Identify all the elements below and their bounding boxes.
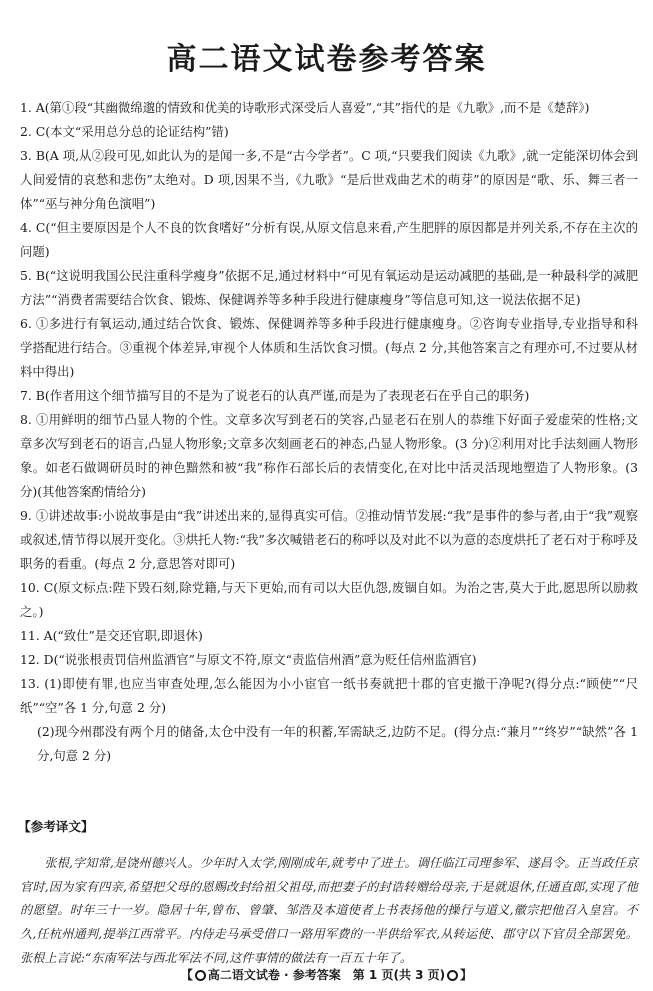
answer-item-5: 5. B(“这说明我国公民注重科学瘦身”依据不足,通过材料中“可见有氧运动是运动减肥的基础,是一种最科学的减肥方法”“消费者需要结合饮食、锻炼、保健调养等多种手段进行健康瘦身”等信息可知,这一说法依据不足)	[20, 268, 638, 307]
answer-item-3: 3. B(A 项,从②段可见,如此认为的是闻一多,不是“古今学者”。C 项,“只要我们阅读《九歌》,就一定能深切体会到人间爱情的哀愁和悲伤”太绝对。D 项,因果不当,《九歌》“是后世戏曲艺术的萌芽”的原因是“歌、乐、舞三者一体”“巫与神分角色演唱”)	[20, 148, 638, 211]
answer-item-13-1: 13. (1)即使有罪,也应当审查处理,怎么能因为小小宦官一纸书奏就把十郡的官吏撤干净呢?(得分点:“顾使”“尺纸”“空”各 1 分,句意 2 分)	[20, 676, 638, 715]
reference-translation-text: 张根,字知常,是饶州德兴人。少年时入太学,刚刚成年,就考中了进士。调任临江司理参军、遂昌令。正当政任京官时,因为家有四亲,希望把父母的恩赐改封给祖父祖母,而把妻子的封诰转赠给母亲,于是就退休,任通直郎,实现了他的愿望。时年三十一岁。隐居十年,曾布、曾肇、邹浩及本道使者上书表扬他的操行与道义,徽宗把他召入皇宫。不久,任杭州通判,提举江西常平。内侍走马承受借口一路用军费的一半供给军衣,从转运使、郡守以下官员全部罢免。张根上言说:“东南军法与西北军法不同,这件事情的做法有一百五十年了。	[20, 856, 638, 965]
answer-item-2: 2. C(本文“采用总分总的论证结构”错)	[20, 124, 229, 139]
answer-item-11: 11. A(“致仕”是交还官职,即退休)	[20, 628, 203, 643]
answer-item-6: 6. ①多进行有氧运动,通过结合饮食、锻炼、保健调养等多种手段进行健康瘦身。②咨询专业指导,专业指导和科学搭配进行结合。③重视个体差异,审视个人体质和生活饮食习惯。(每点 2 分,其他答案言之有理亦可,不过要从材料中得出)	[20, 316, 638, 379]
page-footer: 【 高二语文试卷 · 参考答案 第 1 页(共 3 页) 】	[180, 968, 473, 982]
circle-emblem-icon	[447, 970, 458, 981]
answer-item-12: 12. D(“说张根责罚信州监酒官”与原文不符,原文“责监信州酒”意为贬任信州监酒官)	[20, 652, 477, 667]
answer-item-10: 10. C(原文标点:陛下毁石刻,除党籍,与天下更始,而有司以大臣仇怨,废锢自如。为治之害,莫大于此,愿思所以励救之。)	[20, 580, 638, 619]
answer-item-9: 9. ①讲述故事:小说故事是由“我”讲述出来的,显得真实可信。②推动情节发展:“我”是事件的参与者,由于“我”观察或叙述,情节得以展开变化。③烘托人物:“我”多次喊错老石的称呼以及对此不以为意的态度烘托了老石对于称呼及职务的看重。(每点 2 分,意思答对即可)	[20, 508, 638, 571]
document-title: 高二语文试卷参考答案	[166, 42, 487, 77]
answer-item-7: 7. B(作者用这个细节描写目的不是为了说老石的认真严谨,而是为了表现老石在乎自己的职务)	[20, 388, 530, 403]
answer-item-13-2: (2)现今州郡没有两个月的储备,太仓中没有一年的积蓄,军需缺乏,边防不足。(得分点:“兼月”“终岁”“缺然”各 1 分,句意 2 分)	[37, 724, 638, 763]
answer-item-1: 1. A(第①段“其幽微绵邈的情致和优美的诗歌形式深受后人喜爱”,“其”指代的是《九歌》,而不是《楚辞》)	[20, 100, 590, 115]
footer-text: 高二语文试卷 · 参考答案 第 1 页(共 3 页)	[207, 968, 446, 982]
circle-emblem-icon	[195, 970, 206, 981]
answer-item-8: 8. ①用鲜明的细节凸显人物的个性。文章多次写到老石的笑容,凸显老石在别人的恭维下好面子爱虚荣的性格;文章多次写到老石的语言,凸显人物形象;文章多次刻画老石的神态,凸显人物形象。(3 分)②利用对比手法刻画人物形象。如老石做调研员时的神色黯然和被“我”称作石部长后的表情变化,在对比中活灵活现地塑造了人物形象。(3 分)(其他答案酌情给分)	[20, 412, 638, 499]
answer-item-4: 4. C(“但主要原因是个人不良的饮食嗜好”分析有误,从原文信息来看,产生肥胖的原因都是并列关系,不存在主次的问题)	[20, 220, 638, 259]
answer-list	[20, 96, 638, 768]
reference-translation-heading: 【参考译文】	[18, 819, 94, 834]
